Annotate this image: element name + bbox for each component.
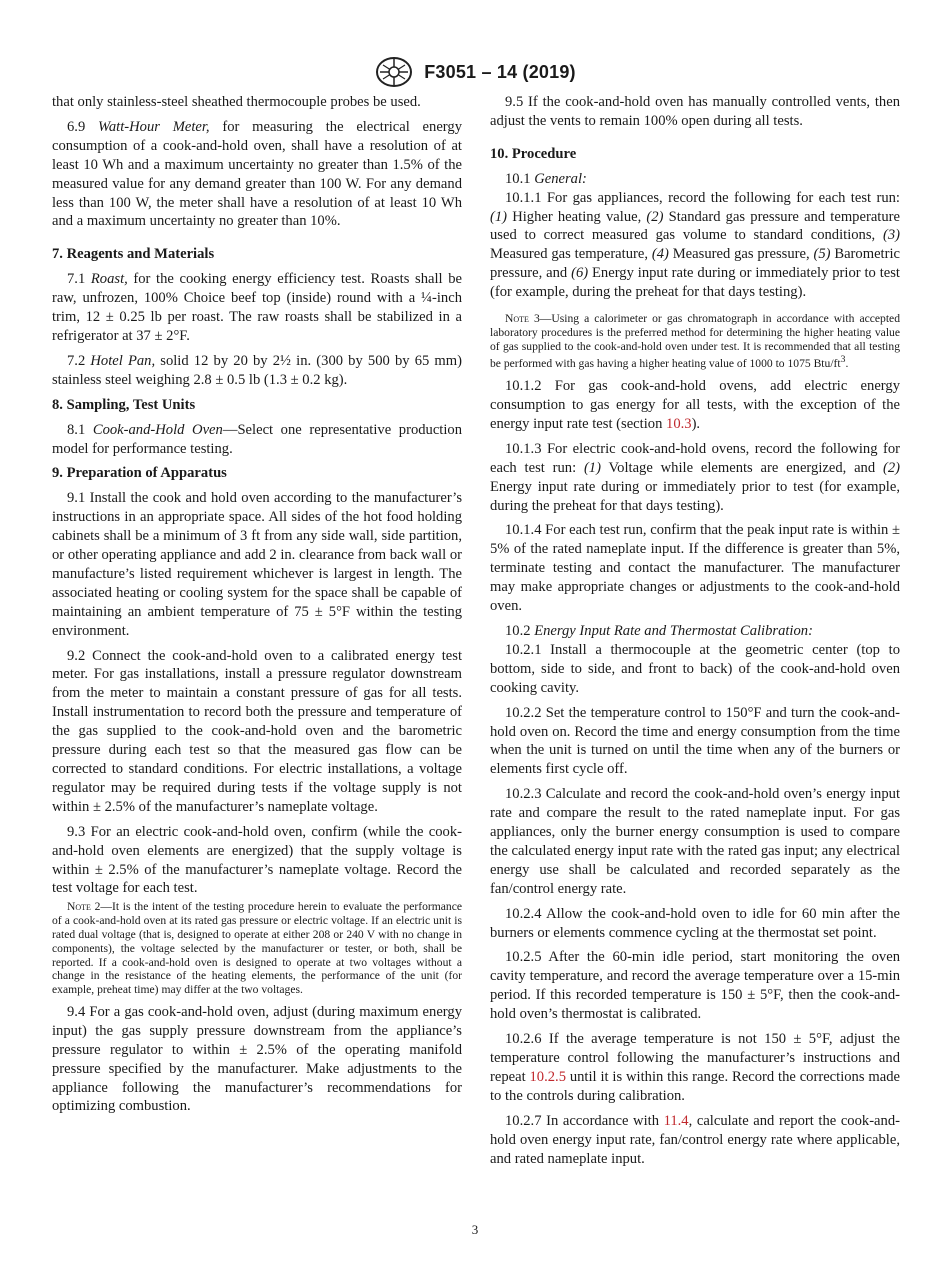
page-header [0,56,950,88]
section-9-5: 9.5 If the cook-and-hold oven has manually controlled vents, then adjust the vents to remain 100% open during all tests. [490,94,900,129]
section-9-1: 9.1 Install the cook and hold oven according to the manufacturer’s instructions in an appropriate space. All sides of the hot food holding cabinets shall be a minimum of 3 ft from any side wall, side partition, or other operating appliance and add 2 in. clearance from back wall or manufacture’s listed requirement whichever is largest in length. The associated heating or cooling system for the space shall be capable of maintaining an ambient temperature of 75 ± 5°F within the testing environment. [52,490,462,639]
section-10-1-2: 10.1.2 For gas cook-and-hold ovens, add electric energy consumption to gas energy for all tests, with the exception of the energy input rate test (section 10.3). [490,378,900,432]
section-9-3: 9.3 For an electric cook-and-hold oven, confirm (while the cook-and-hold oven elements are energized) that the supply voltage is within ± 2.5% of the manufacturer’s nameplate voltage. Record the test voltage for each test. [52,823,462,897]
section-10-1-4: 10.1.4 For each test run, confirm that the peak input rate is within ± 5% of the rated nameplate input. If the difference is greater than 5%, terminate testing and contact the manufacturer. The manufacturer may make appropriate changes or adjustments to the cook-and-hold oven. [490,522,900,615]
heading-section-9: 9. Preparation of Apparatus [52,465,227,482]
section-link-11-4[interactable]: 11.4 [663,1112,689,1129]
astm-logo-icon [374,56,414,88]
document-id: F3051 – 14 (2019) [424,61,576,82]
note-3: Note 3—Using a calorimeter or gas chromatograph in accordance with accepted laboratory procedures is the preferred method for determining the higher heating value of gas supplied to the cook-and-hold oven under test. It is recommended that all testing be performed with gas having a higher heating value of 1000 to 1075 Btu/$ft^3$. [490,312,900,371]
section-10-1: 10.1 General: [505,170,587,187]
section-10-2-6: 10.2.6 If the average temperature is not 150 ± 5°F, adjust the temperature control following the manufacturer’s instructions and repeat 10.2.5 until it is within this range. Record the corrections made to the controls during calibration. [490,1031,900,1104]
section-10-1-3: 10.1.3 For electric cook-and-hold ovens, record the following for each test run: (1) Voltage while elements are energized, and (2) Energy input rate during or immediately prior to test (for example, during the preheat for that days testing). [490,440,900,514]
section-10-2-5: 10.2.5 After the 60-min idle period, start monitoring the oven cavity temperature, and record the average temperature over a 15-min period. If this recorded temperature is 150 ± 5°F, then the cook-and-hold oven’s thermostat is calibrated. [490,949,900,1023]
note-2: Note 2—It is the intent of the testing procedure herein to evaluate the performance of a cook-and-hold oven at its rated gas pressure or electric voltage. If an electric unit is rated dual voltage (that is, designed to operate at either 208 or 240 V with no change in components), the voltage selected by the manufacturer or tester, or both, shall be reported. If a cook-and-hold oven is designed to operate at two voltages without a change in the resistance of the heating elements, the performance of the unit (for example, preheat time) may differ at the two voltages. [52,900,462,997]
heading-section-8: 8. Sampling, Test Units [52,396,196,413]
section-10-1-1: 10.1.1 For gas appliances, record the following for each test run: (1) Higher heating value, (2) Standard gas pressure and temperature used to correct measured gas volume to standard conditions, (3) Measured gas temperature, (4) Measured gas pressure, (5) Barometric pressure, and (6) Energy input rate during or immediately prior to test (for example, during the preheat for that days testing). [490,189,900,301]
left-column [52,93,462,1122]
heading-section-7: 7. Reagents and Materials [52,246,215,263]
section-6-9: 6.9 Watt-Hour Meter, for measuring the electrical energy consumption of a cook-and-hold oven, shall have a resolution of at least 10 Wh and a maximum uncertainty no greater than 1.5% of the measured value for any demand greater than 100 W. For any demand less than 100 W, the meter shall have a resolution of at least 10 Wh and a maximum uncertainty no greater than 10%. [52,118,462,230]
section-9-4: 9.4 For a gas cook-and-hold oven, adjust (during maximum energy input) the gas supply pressure downstream from the appliance’s pressure regulator to within ± 2.5% of the operating manifold pressure specified by the manufacturer. Make adjustments to the appliance following the manufacturer’s recommendations for optimizing combustion. [52,1003,462,1115]
page-number: 3 [471,1222,479,1237]
section-10-2-4: 10.2.4 Allow the cook-and-hold oven to idle for 60 min after the burners or elements commence cycling at the thermostat set point. [490,905,900,941]
section-10-2-7: 10.2.7 In accordance with 11.4, calculate and report the cook-and-hold oven energy input rate, fan/control energy rate where applicable, and rated nameplate input. [490,1112,900,1167]
heading-section-10: 10. Procedure [490,145,577,162]
section-10-2-3: 10.2.3 Calculate and record the cook-and-hold oven’s energy input rate and compare the result to the rated nameplate input. For gas appliances, only the burner energy consumption is used to compare the calculated energy input rate with the rated gas input; any electrical energy use shall be calculated and recorded separately as the fan/control energy rate. [490,786,900,897]
section-8-1: 8.1 Cook-and-Hold Oven—Select one representative production model for performance testing. [52,421,463,457]
section-link-10-3[interactable]: 10.3 [666,415,692,432]
section-10-2-2: 10.2.2 Set the temperature control to 150°F and turn the cook-and-hold oven on. Record the time and energy consumption from the time when the unit is turned on until the time when any of the burners or elements first cycle off. [490,704,900,778]
section-7-1: 7.1 Roast, for the cooking energy efficiency test. Roasts shall be raw, unfrozen, 100% Choice beef top (inside) round with a ¼-inch trim, 12 ± 0.25 lb per roast. The raw roasts shall be stabilized in a refrigerator at 37 ± 2°F. [52,271,462,344]
section-link-10-2-5[interactable]: 10.2.5 [529,1068,566,1085]
right-column [490,93,900,1174]
section-10-2: 10.2 Energy Input Rate and Thermostat Calibration: [505,622,813,639]
section-7-2: 7.2 Hotel Pan, solid 12 by 20 by 2½ in. (300 by 500 by 65 mm) stainless steel weighing 2.8 ± 0.5 lb (1.3 ± 0.2 kg). [52,352,462,388]
section-9-2: 9.2 Connect the cook-and-hold oven to a calibrated energy test meter. For gas installations, install a pressure regulator downstream from the meter to maintain a constant pressure of gas for all tests. Install instrumentation to record both the pressure and temperature of the gas supplied to the cook-and-hold oven and the barometric pressure during each test so that the measured gas flow can be corrected to standard conditions. For electric installations, a voltage regulator may be required during tests if the voltage supply is not within ± 2.5% of the manufacturer’s nameplate voltage. [52,647,462,815]
section-10-2-1: 10.2.1 Install a thermocouple at the geometric center (top to bottom, side to side, and front to back) of the cook-and-hold oven cooking cavity. [490,641,900,696]
paragraph: that only stainless-steel sheathed thermocouple probes be used. [52,94,421,110]
